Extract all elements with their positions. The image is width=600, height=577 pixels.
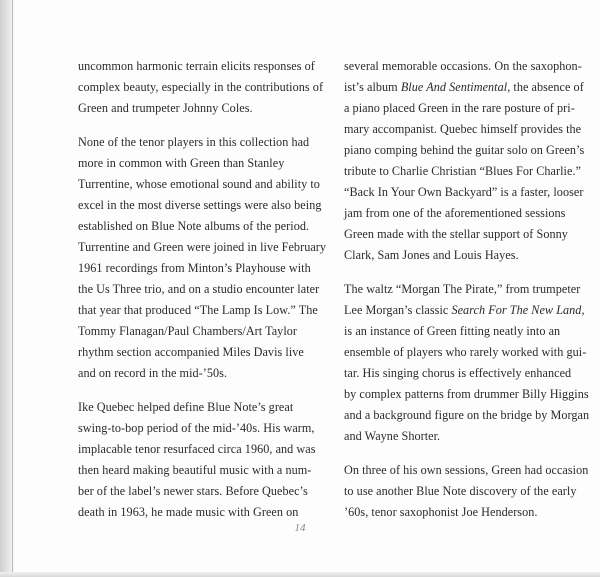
- text-segment: , the absence of: [507, 80, 584, 94]
- page-number: 14: [294, 522, 306, 534]
- page-bottom-edge: [0, 572, 600, 577]
- text-line: [78, 237, 334, 258]
- text-line: [78, 300, 334, 321]
- text-line: [344, 245, 594, 266]
- album-title: Search For The New Land: [451, 303, 582, 317]
- text-line: [344, 119, 594, 140]
- text-segment: complex beauty, especially in the contributions of: [78, 80, 324, 94]
- text-segment: death in 1963, he made music with Green on: [78, 505, 299, 519]
- text-line: [78, 132, 334, 153]
- text-segment: mary accompanist. Quebec himself provides the: [344, 122, 582, 136]
- text-line: [344, 342, 594, 363]
- text-line: [78, 460, 334, 481]
- paragraph: [344, 56, 594, 266]
- text-segment: Lee Morgan’s classic: [344, 303, 452, 317]
- text-line: [344, 502, 594, 523]
- text-line: [344, 481, 594, 502]
- text-segment: then heard making beautiful music with a num-: [78, 463, 312, 477]
- text-line: [344, 460, 594, 481]
- text-line: [344, 300, 594, 321]
- text-line: [344, 98, 594, 119]
- text-segment: Turrentine and Green were joined in live February: [78, 240, 327, 254]
- text-segment: a piano placed Green in the rare posture of pri-: [344, 101, 575, 115]
- text-segment: ensemble of players who rarely worked with gui-: [344, 345, 587, 359]
- text-segment: swing-to-bop period of the mid-’40s. His warm,: [78, 421, 315, 435]
- text-line: [344, 321, 594, 342]
- text-segment: tar. His singing chorus is effectively enhanced: [344, 366, 572, 380]
- text-segment: ,: [581, 303, 585, 317]
- text-segment: Clark, Sam Jones and Louis Hayes.: [344, 248, 519, 262]
- text-line: [344, 140, 594, 161]
- text-segment: tribute to Charlie Christian “Blues For Charlie.”: [344, 164, 582, 178]
- text-line: [344, 405, 594, 426]
- text-segment: implacable tenor resurfaced circa 1960, and was: [78, 442, 316, 456]
- text-line: [344, 363, 594, 384]
- text-segment: ber of the label’s newer stars. Before Quebec’s: [78, 484, 308, 498]
- text-segment: by complex patterns from drummer Billy Higgins: [344, 387, 589, 401]
- text-segment: The waltz “Morgan The Pirate,” from trumpeter: [344, 282, 581, 296]
- text-segment: 1961 recordings from Minton’s Playhouse with: [78, 261, 311, 275]
- text-line: [344, 161, 594, 182]
- text-segment: Tommy Flanagan/Paul Chambers/Art Taylor: [78, 324, 298, 338]
- text-segment: is an instance of Green fitting neatly into an: [344, 324, 561, 338]
- paragraph: [78, 132, 334, 384]
- text-segment: Turrentine, whose emotional sound and ability to: [78, 177, 320, 191]
- text-line: [78, 481, 334, 502]
- text-segment: and a background figure on the bridge by Morgan: [344, 408, 590, 422]
- text-segment: jam from one of the aforementioned sessions: [344, 206, 566, 220]
- text-segment: the Us Three trio, and on a studio encounter later: [78, 282, 320, 296]
- text-line: [78, 279, 334, 300]
- text-line: [344, 182, 594, 203]
- text-line: [344, 77, 594, 98]
- text-segment: and Wayne Shorter.: [344, 429, 441, 443]
- text-segment: more in common with Green than Stanley: [78, 156, 285, 170]
- text-line: [78, 174, 334, 195]
- text-line: [78, 258, 334, 279]
- text-line: [78, 216, 334, 237]
- text-line: [78, 77, 334, 98]
- album-title: Blue And Sentimental: [400, 80, 508, 94]
- text-segment: None of the tenor players in this collection had: [78, 135, 310, 149]
- text-segment: and on record in the mid-’50s.: [78, 366, 228, 380]
- text-segment: excel in the most diverse settings were also being: [78, 198, 322, 212]
- text-segment: piano comping behind the guitar solo on Green’s: [344, 143, 585, 157]
- right-text-column: [344, 56, 594, 536]
- text-line: [78, 98, 334, 119]
- text-line: [78, 418, 334, 439]
- text-segment: established on Blue Note albums of the period.: [78, 219, 310, 233]
- text-line: [344, 224, 594, 245]
- paragraph: [344, 460, 594, 523]
- text-line: [344, 384, 594, 405]
- text-segment: Ike Quebec helped define Blue Note’s great: [78, 400, 294, 414]
- text-line: [78, 439, 334, 460]
- text-line: [78, 153, 334, 174]
- page-gutter-line: [12, 0, 13, 577]
- text-segment: several memorable occasions. On the saxophon-: [344, 59, 582, 73]
- text-line: [78, 321, 334, 342]
- text-segment: Green made with the stellar support of Sonny: [344, 227, 568, 241]
- text-segment: ist’s album: [344, 80, 401, 94]
- text-line: [78, 363, 334, 384]
- text-segment: On three of his own sessions, Green had occasion: [344, 463, 589, 477]
- paragraph: [78, 56, 334, 119]
- text-line: [344, 56, 594, 77]
- text-line: [344, 279, 594, 300]
- text-segment: rhythm section accompanied Miles Davis live: [78, 345, 304, 359]
- text-segment: “Back In Your Own Backyard” is a faster, looser: [344, 185, 584, 199]
- text-line: [78, 342, 334, 363]
- text-segment: to use another Blue Note discovery of the early: [344, 484, 577, 498]
- text-segment: ’60s, tenor saxophonist Joe Henderson.: [344, 505, 538, 519]
- text-line: [78, 56, 334, 77]
- paragraph: [78, 397, 334, 523]
- paragraph: [344, 279, 594, 447]
- text-segment: uncommon harmonic terrain elicits responses of: [78, 59, 315, 73]
- text-line: [78, 397, 334, 418]
- text-segment: Green and trumpeter Johnny Coles.: [78, 101, 253, 115]
- text-line: [344, 203, 594, 224]
- text-line: [344, 426, 594, 447]
- text-line: [78, 195, 334, 216]
- text-segment: that year that produced “The Lamp Is Low.” The: [78, 303, 318, 317]
- left-text-column: [78, 56, 334, 536]
- text-line: [78, 502, 334, 523]
